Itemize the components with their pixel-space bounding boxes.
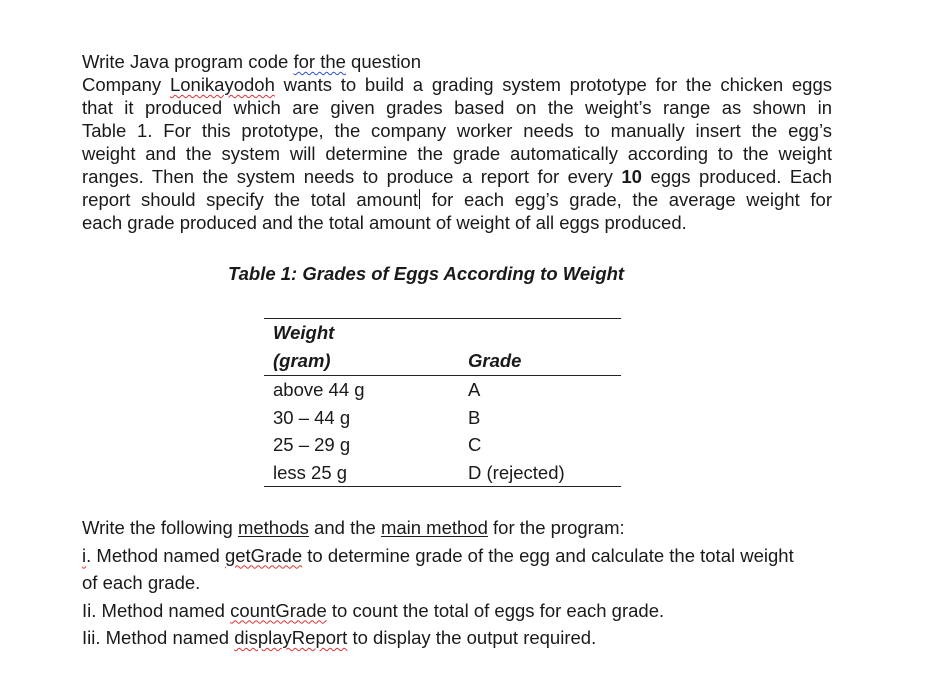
methods-intro bbox=[82, 514, 842, 542]
header-weight-line-2: (gram) bbox=[273, 350, 331, 371]
table-row bbox=[264, 404, 621, 432]
text-segment: . Method named bbox=[86, 544, 225, 566]
method-item-1 bbox=[82, 542, 842, 570]
table-row bbox=[264, 459, 621, 487]
weight-cell: 30 – 44 g bbox=[273, 406, 351, 428]
text-segment: for each egg’s grade, the average weight for bbox=[421, 189, 832, 210]
table-row bbox=[264, 376, 621, 404]
text-segment: Company bbox=[82, 74, 170, 95]
grade-cell: B bbox=[468, 406, 481, 428]
text-segment: and the bbox=[308, 517, 381, 538]
method-item-2 bbox=[82, 597, 842, 625]
intro-line-7 bbox=[82, 188, 832, 211]
grade-cell: D (rejected) bbox=[468, 461, 565, 483]
table-row bbox=[264, 431, 621, 459]
spelling-flagged-text: countGrade bbox=[230, 599, 327, 621]
text-segment: to determine grade of the egg and calculate the total weight bbox=[302, 544, 794, 566]
intro-line-2 bbox=[82, 73, 832, 96]
text-segment: question bbox=[345, 51, 422, 72]
question-text bbox=[82, 50, 832, 234]
underlined-text: methods bbox=[237, 517, 309, 538]
grade-cell: A bbox=[468, 379, 481, 400]
text-segment: wants to build a grading system prototype for the chicken eggs bbox=[274, 74, 832, 95]
header-weight bbox=[264, 319, 459, 376]
text-segment: Write Java program code bbox=[82, 51, 294, 72]
intro-line-4: Table 1. For this prototype, the company worker needs to manually insert the egg’s bbox=[82, 120, 832, 141]
spelling-flagged-text: Lonikayodoh bbox=[169, 74, 275, 95]
grammar-flagged-text: for the bbox=[293, 51, 346, 72]
intro-line-3: that it produced which are given grades based on the weight’s range as shown in bbox=[82, 97, 832, 118]
underlined-text: main method bbox=[380, 517, 488, 538]
spelling-flagged-text: getGrade bbox=[224, 544, 303, 566]
intro-line-1 bbox=[82, 50, 832, 73]
text-segment: eggs produced. Each bbox=[641, 166, 832, 187]
grade-cell: C bbox=[468, 434, 482, 455]
spelling-flagged-text: i bbox=[82, 544, 87, 566]
weight-cell: above 44 g bbox=[273, 379, 365, 400]
header-grade: Grade bbox=[468, 350, 522, 371]
spelling-flagged-text: displayReport bbox=[234, 627, 348, 648]
text-segment: Ii. Method named bbox=[82, 599, 231, 621]
intro-line-5: weight and the system will determine the grade automatically according to the weight bbox=[82, 143, 832, 164]
grades-table bbox=[264, 318, 621, 487]
header-weight-line-1: Weight bbox=[273, 322, 335, 343]
text-segment: to display the output required. bbox=[347, 627, 597, 648]
text-segment: Write the following bbox=[82, 517, 238, 538]
intro-line-8: each grade produced and the total amount of weight of all eggs produced. bbox=[82, 212, 687, 233]
intro-line-6 bbox=[82, 165, 832, 188]
text-segment: Iii. Method named bbox=[82, 627, 235, 648]
text-segment: to count the total of eggs for each grade. bbox=[326, 599, 665, 621]
text-segment: report should specify the total amount bbox=[82, 189, 419, 210]
text-segment: ranges. Then the system needs to produce a report for every bbox=[82, 166, 622, 187]
text-cursor bbox=[419, 189, 420, 209]
methods-section bbox=[82, 514, 842, 652]
text-segment: for the program: bbox=[487, 517, 625, 538]
method-item-1-continued: of each grade. bbox=[82, 572, 201, 593]
bold-number: 10 bbox=[621, 166, 642, 187]
method-item-3 bbox=[82, 624, 842, 652]
table-title: Table 1: Grades of Eggs According to Weight bbox=[228, 263, 625, 284]
weight-cell: less 25 g bbox=[273, 461, 348, 483]
weight-cell: 25 – 29 g bbox=[273, 434, 351, 455]
table-header-row bbox=[264, 319, 621, 376]
